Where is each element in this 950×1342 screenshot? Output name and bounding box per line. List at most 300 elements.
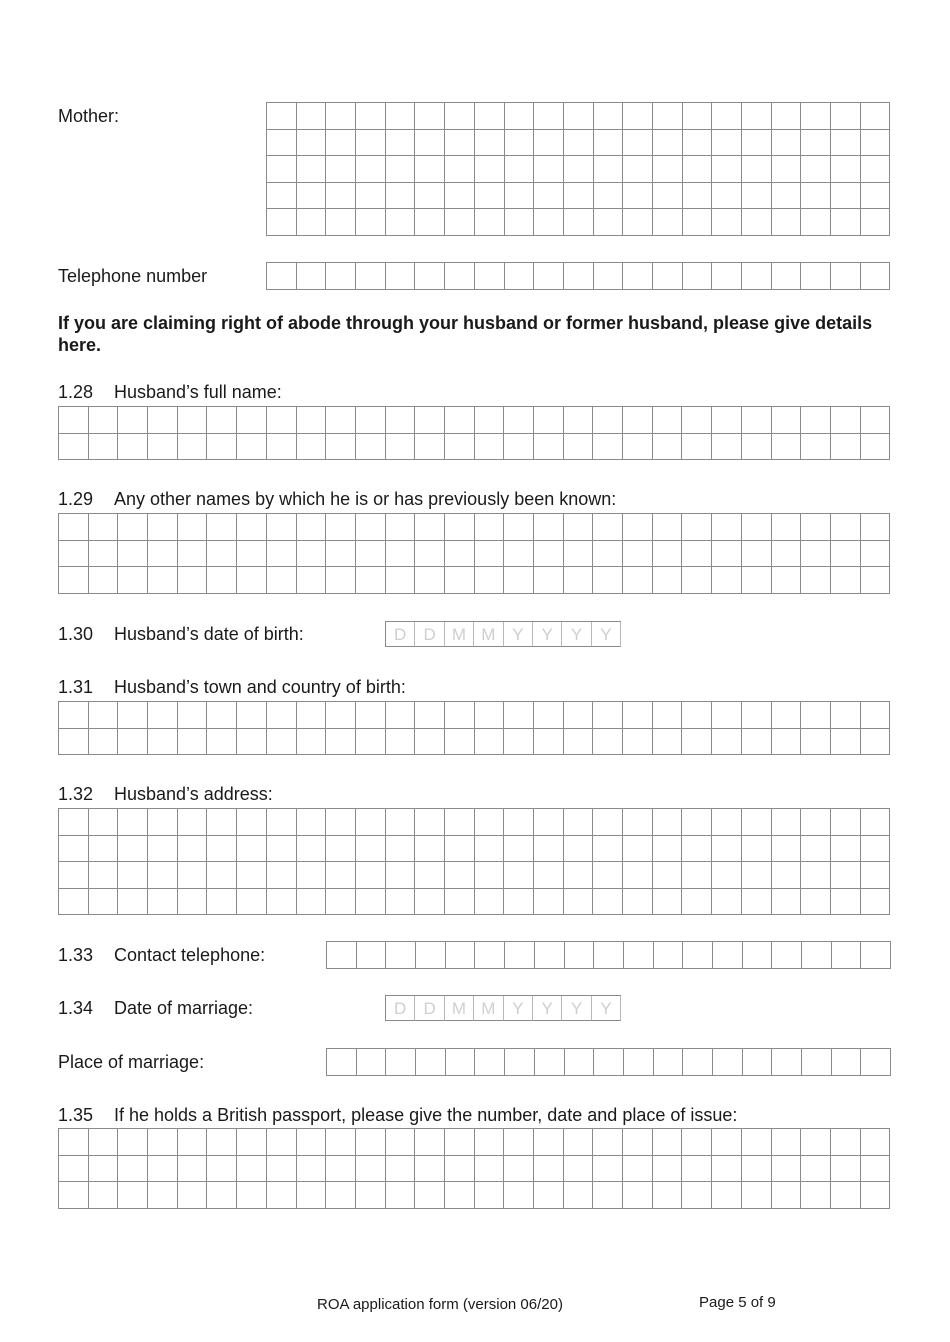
date-char-box[interactable]: M xyxy=(474,622,503,647)
char-box[interactable] xyxy=(564,567,594,594)
char-box[interactable] xyxy=(742,567,772,594)
char-box[interactable] xyxy=(445,156,475,183)
husband-address-boxes[interactable] xyxy=(58,808,890,915)
char-box[interactable] xyxy=(623,729,653,756)
char-box[interactable] xyxy=(297,567,327,594)
char-box[interactable] xyxy=(475,103,505,130)
char-box[interactable] xyxy=(831,889,861,916)
char-box[interactable] xyxy=(118,1156,148,1183)
char-box[interactable] xyxy=(682,514,712,541)
date-char-box[interactable]: M xyxy=(474,996,503,1021)
char-box[interactable] xyxy=(326,729,356,756)
char-box[interactable] xyxy=(742,809,772,836)
char-box[interactable] xyxy=(267,889,297,916)
char-box[interactable] xyxy=(475,263,505,290)
char-box[interactable] xyxy=(445,541,475,568)
char-box[interactable] xyxy=(831,103,861,130)
char-box[interactable] xyxy=(832,1049,862,1076)
char-box[interactable] xyxy=(623,209,653,236)
char-box[interactable] xyxy=(178,541,208,568)
date-char-box[interactable]: Y xyxy=(592,622,621,647)
char-box[interactable] xyxy=(712,130,742,157)
char-box[interactable] xyxy=(475,1182,505,1209)
char-box[interactable] xyxy=(356,407,386,434)
char-box[interactable] xyxy=(861,862,891,889)
char-box[interactable] xyxy=(357,1049,387,1076)
char-box[interactable] xyxy=(207,729,237,756)
char-box[interactable] xyxy=(683,156,713,183)
char-box[interactable] xyxy=(831,183,861,210)
char-box[interactable] xyxy=(683,209,713,236)
date-char-box[interactable]: M xyxy=(445,996,474,1021)
char-box[interactable] xyxy=(356,209,386,236)
char-box[interactable] xyxy=(505,263,535,290)
char-box[interactable] xyxy=(178,514,208,541)
char-box[interactable] xyxy=(861,103,891,130)
char-box[interactable] xyxy=(712,729,742,756)
char-box[interactable] xyxy=(445,729,475,756)
char-box[interactable] xyxy=(623,889,653,916)
char-box[interactable] xyxy=(742,862,772,889)
char-box[interactable] xyxy=(445,1156,475,1183)
char-box[interactable] xyxy=(207,407,237,434)
char-box[interactable] xyxy=(475,209,505,236)
char-box[interactable] xyxy=(712,1156,742,1183)
char-box[interactable] xyxy=(237,1129,267,1156)
char-box[interactable] xyxy=(653,103,683,130)
char-box[interactable] xyxy=(148,1182,178,1209)
char-box[interactable] xyxy=(565,1049,595,1076)
char-box[interactable] xyxy=(297,1129,327,1156)
char-box[interactable] xyxy=(831,434,861,461)
char-box[interactable] xyxy=(89,729,119,756)
char-box[interactable] xyxy=(416,1049,446,1076)
char-box[interactable] xyxy=(623,1182,653,1209)
char-box[interactable] xyxy=(831,836,861,863)
char-box[interactable] xyxy=(267,1156,297,1183)
char-box[interactable] xyxy=(415,514,445,541)
char-box[interactable] xyxy=(682,809,712,836)
char-box[interactable] xyxy=(861,809,891,836)
telephone-boxes[interactable] xyxy=(266,262,890,290)
char-box[interactable] xyxy=(564,809,594,836)
char-box[interactable] xyxy=(297,1156,327,1183)
char-box[interactable] xyxy=(742,103,772,130)
char-box[interactable] xyxy=(831,729,861,756)
char-box[interactable] xyxy=(772,209,802,236)
char-box[interactable] xyxy=(654,1049,684,1076)
char-box[interactable] xyxy=(742,1182,772,1209)
char-box[interactable] xyxy=(623,263,653,290)
char-box[interactable] xyxy=(742,183,772,210)
char-box[interactable] xyxy=(831,156,861,183)
char-box[interactable] xyxy=(118,567,148,594)
char-box[interactable] xyxy=(801,1156,831,1183)
char-box[interactable] xyxy=(682,567,712,594)
char-box[interactable] xyxy=(475,889,505,916)
char-box[interactable] xyxy=(801,889,831,916)
char-box[interactable] xyxy=(624,1049,654,1076)
char-box[interactable] xyxy=(772,1049,802,1076)
char-box[interactable] xyxy=(772,130,802,157)
char-box[interactable] xyxy=(386,942,416,969)
char-box[interactable] xyxy=(386,156,416,183)
char-box[interactable] xyxy=(446,942,476,969)
char-box[interactable] xyxy=(682,541,712,568)
char-box[interactable] xyxy=(356,862,386,889)
char-box[interactable] xyxy=(742,889,772,916)
passport-details-boxes[interactable] xyxy=(58,1128,890,1209)
char-box[interactable] xyxy=(386,836,416,863)
char-box[interactable] xyxy=(237,836,267,863)
char-box[interactable] xyxy=(445,183,475,210)
mother-details-boxes[interactable] xyxy=(266,102,890,236)
char-box[interactable] xyxy=(148,407,178,434)
char-box[interactable] xyxy=(445,407,475,434)
char-box[interactable] xyxy=(801,836,831,863)
char-box[interactable] xyxy=(207,567,237,594)
char-box[interactable] xyxy=(386,809,416,836)
char-box[interactable] xyxy=(445,889,475,916)
char-box[interactable] xyxy=(831,1182,861,1209)
char-box[interactable] xyxy=(326,514,356,541)
char-box[interactable] xyxy=(148,702,178,729)
char-box[interactable] xyxy=(59,702,89,729)
char-box[interactable] xyxy=(504,836,534,863)
char-box[interactable] xyxy=(118,514,148,541)
char-box[interactable] xyxy=(624,942,654,969)
char-box[interactable] xyxy=(207,1182,237,1209)
char-box[interactable] xyxy=(594,942,624,969)
char-box[interactable] xyxy=(564,1156,594,1183)
char-box[interactable] xyxy=(682,889,712,916)
char-box[interactable] xyxy=(801,862,831,889)
char-box[interactable] xyxy=(297,836,327,863)
char-box[interactable] xyxy=(178,407,208,434)
char-box[interactable] xyxy=(326,702,356,729)
char-box[interactable] xyxy=(564,702,594,729)
char-box[interactable] xyxy=(742,1129,772,1156)
char-box[interactable] xyxy=(297,209,327,236)
date-char-box[interactable]: M xyxy=(445,622,474,647)
char-box[interactable] xyxy=(534,889,564,916)
char-box[interactable] xyxy=(118,702,148,729)
char-box[interactable] xyxy=(297,407,327,434)
char-box[interactable] xyxy=(801,567,831,594)
char-box[interactable] xyxy=(712,156,742,183)
char-box[interactable] xyxy=(267,862,297,889)
char-box[interactable] xyxy=(118,862,148,889)
char-box[interactable] xyxy=(504,702,534,729)
char-box[interactable] xyxy=(653,1156,683,1183)
char-box[interactable] xyxy=(623,1129,653,1156)
char-box[interactable] xyxy=(593,1156,623,1183)
char-box[interactable] xyxy=(267,1182,297,1209)
char-box[interactable] xyxy=(801,130,831,157)
char-box[interactable] xyxy=(623,407,653,434)
char-box[interactable] xyxy=(356,1156,386,1183)
char-box[interactable] xyxy=(653,183,683,210)
contact-telephone-boxes[interactable] xyxy=(326,941,891,969)
char-box[interactable] xyxy=(564,434,594,461)
char-box[interactable] xyxy=(564,541,594,568)
char-box[interactable] xyxy=(505,130,535,157)
char-box[interactable] xyxy=(861,407,891,434)
char-box[interactable] xyxy=(237,809,267,836)
char-box[interactable] xyxy=(475,1049,505,1076)
char-box[interactable] xyxy=(267,407,297,434)
char-box[interactable] xyxy=(178,567,208,594)
char-box[interactable] xyxy=(89,434,119,461)
char-box[interactable] xyxy=(505,156,535,183)
char-box[interactable] xyxy=(59,1156,89,1183)
char-box[interactable] xyxy=(801,103,831,130)
char-box[interactable] xyxy=(772,1129,802,1156)
char-box[interactable] xyxy=(504,1182,534,1209)
char-box[interactable] xyxy=(623,156,653,183)
husband-dob-boxes[interactable] xyxy=(385,621,621,647)
char-box[interactable] xyxy=(89,836,119,863)
char-box[interactable] xyxy=(386,407,416,434)
char-box[interactable] xyxy=(326,862,356,889)
char-box[interactable] xyxy=(297,1182,327,1209)
char-box[interactable] xyxy=(801,1182,831,1209)
date-char-box[interactable]: D xyxy=(386,996,415,1021)
char-box[interactable] xyxy=(534,514,564,541)
char-box[interactable] xyxy=(89,1156,119,1183)
char-box[interactable] xyxy=(475,1129,505,1156)
char-box[interactable] xyxy=(356,541,386,568)
char-box[interactable] xyxy=(623,1156,653,1183)
char-box[interactable] xyxy=(801,183,831,210)
char-box[interactable] xyxy=(148,514,178,541)
char-box[interactable] xyxy=(326,209,356,236)
char-box[interactable] xyxy=(742,541,772,568)
char-box[interactable] xyxy=(712,1129,742,1156)
char-box[interactable] xyxy=(534,836,564,863)
char-box[interactable] xyxy=(475,836,505,863)
char-box[interactable] xyxy=(712,103,742,130)
char-box[interactable] xyxy=(564,156,594,183)
char-box[interactable] xyxy=(535,942,565,969)
char-box[interactable] xyxy=(89,809,119,836)
char-box[interactable] xyxy=(594,263,624,290)
char-box[interactable] xyxy=(207,889,237,916)
char-box[interactable] xyxy=(357,942,387,969)
char-box[interactable] xyxy=(712,514,742,541)
date-char-box[interactable]: Y xyxy=(504,996,533,1021)
char-box[interactable] xyxy=(861,156,891,183)
char-box[interactable] xyxy=(356,514,386,541)
char-box[interactable] xyxy=(564,836,594,863)
char-box[interactable] xyxy=(445,1129,475,1156)
char-box[interactable] xyxy=(772,889,802,916)
char-box[interactable] xyxy=(861,541,891,568)
char-box[interactable] xyxy=(772,263,802,290)
char-box[interactable] xyxy=(415,567,445,594)
char-box[interactable] xyxy=(326,407,356,434)
char-box[interactable] xyxy=(415,407,445,434)
char-box[interactable] xyxy=(772,1182,802,1209)
char-box[interactable] xyxy=(445,209,475,236)
char-box[interactable] xyxy=(297,156,327,183)
husband-birthplace-boxes[interactable] xyxy=(58,701,890,755)
char-box[interactable] xyxy=(623,567,653,594)
char-box[interactable] xyxy=(297,729,327,756)
char-box[interactable] xyxy=(801,514,831,541)
char-box[interactable] xyxy=(594,183,624,210)
char-box[interactable] xyxy=(772,836,802,863)
char-box[interactable] xyxy=(504,889,534,916)
date-char-box[interactable]: Y xyxy=(562,622,591,647)
char-box[interactable] xyxy=(653,1182,683,1209)
char-box[interactable] xyxy=(742,702,772,729)
char-box[interactable] xyxy=(386,263,416,290)
char-box[interactable] xyxy=(326,130,356,157)
char-box[interactable] xyxy=(297,434,327,461)
char-box[interactable] xyxy=(832,942,862,969)
date-char-box[interactable]: Y xyxy=(533,996,562,1021)
char-box[interactable] xyxy=(653,541,683,568)
char-box[interactable] xyxy=(59,541,89,568)
char-box[interactable] xyxy=(89,514,119,541)
char-box[interactable] xyxy=(742,729,772,756)
char-box[interactable] xyxy=(861,183,891,210)
char-box[interactable] xyxy=(653,263,683,290)
char-box[interactable] xyxy=(386,434,416,461)
char-box[interactable] xyxy=(326,567,356,594)
char-box[interactable] xyxy=(682,407,712,434)
char-box[interactable] xyxy=(653,156,683,183)
char-box[interactable] xyxy=(772,541,802,568)
char-box[interactable] xyxy=(712,407,742,434)
char-box[interactable] xyxy=(772,809,802,836)
char-box[interactable] xyxy=(415,434,445,461)
char-box[interactable] xyxy=(801,729,831,756)
char-box[interactable] xyxy=(59,1129,89,1156)
char-box[interactable] xyxy=(742,1156,772,1183)
char-box[interactable] xyxy=(118,729,148,756)
char-box[interactable] xyxy=(237,514,267,541)
char-box[interactable] xyxy=(593,1182,623,1209)
char-box[interactable] xyxy=(267,103,297,130)
char-box[interactable] xyxy=(534,1156,564,1183)
char-box[interactable] xyxy=(623,702,653,729)
char-box[interactable] xyxy=(59,729,89,756)
char-box[interactable] xyxy=(534,729,564,756)
char-box[interactable] xyxy=(326,434,356,461)
char-box[interactable] xyxy=(682,1129,712,1156)
char-box[interactable] xyxy=(593,889,623,916)
char-box[interactable] xyxy=(861,942,891,969)
char-box[interactable] xyxy=(356,1182,386,1209)
char-box[interactable] xyxy=(742,130,772,157)
char-box[interactable] xyxy=(89,1182,119,1209)
char-box[interactable] xyxy=(772,1156,802,1183)
char-box[interactable] xyxy=(475,1156,505,1183)
char-box[interactable] xyxy=(712,809,742,836)
place-of-marriage-boxes[interactable] xyxy=(326,1048,891,1076)
char-box[interactable] xyxy=(326,1156,356,1183)
char-box[interactable] xyxy=(712,862,742,889)
char-box[interactable] xyxy=(534,541,564,568)
char-box[interactable] xyxy=(475,942,505,969)
date-char-box[interactable]: Y xyxy=(504,622,533,647)
char-box[interactable] xyxy=(445,130,475,157)
char-box[interactable] xyxy=(594,209,624,236)
char-box[interactable] xyxy=(713,942,743,969)
char-box[interactable] xyxy=(386,889,416,916)
char-box[interactable] xyxy=(861,1182,891,1209)
char-box[interactable] xyxy=(415,156,445,183)
char-box[interactable] xyxy=(564,209,594,236)
char-box[interactable] xyxy=(682,836,712,863)
char-box[interactable] xyxy=(237,729,267,756)
char-box[interactable] xyxy=(386,541,416,568)
char-box[interactable] xyxy=(237,407,267,434)
char-box[interactable] xyxy=(653,407,683,434)
char-box[interactable] xyxy=(772,103,802,130)
char-box[interactable] xyxy=(801,809,831,836)
char-box[interactable] xyxy=(356,434,386,461)
char-box[interactable] xyxy=(801,209,831,236)
char-box[interactable] xyxy=(712,434,742,461)
char-box[interactable] xyxy=(89,407,119,434)
char-box[interactable] xyxy=(564,103,594,130)
char-box[interactable] xyxy=(504,514,534,541)
char-box[interactable] xyxy=(653,702,683,729)
char-box[interactable] xyxy=(207,702,237,729)
char-box[interactable] xyxy=(356,836,386,863)
char-box[interactable] xyxy=(801,434,831,461)
char-box[interactable] xyxy=(415,263,445,290)
char-box[interactable] xyxy=(861,567,891,594)
date-char-box[interactable]: D xyxy=(415,622,444,647)
char-box[interactable] xyxy=(623,514,653,541)
char-box[interactable] xyxy=(682,862,712,889)
char-box[interactable] xyxy=(267,702,297,729)
char-box[interactable] xyxy=(683,130,713,157)
char-box[interactable] xyxy=(237,702,267,729)
char-box[interactable] xyxy=(504,1156,534,1183)
char-box[interactable] xyxy=(861,434,891,461)
char-box[interactable] xyxy=(623,836,653,863)
char-box[interactable] xyxy=(386,103,416,130)
char-box[interactable] xyxy=(386,1156,416,1183)
char-box[interactable] xyxy=(623,183,653,210)
char-box[interactable] xyxy=(504,809,534,836)
char-box[interactable] xyxy=(297,809,327,836)
char-box[interactable] xyxy=(505,1049,535,1076)
char-box[interactable] xyxy=(831,702,861,729)
char-box[interactable] xyxy=(386,1182,416,1209)
char-box[interactable] xyxy=(118,407,148,434)
char-box[interactable] xyxy=(415,103,445,130)
char-box[interactable] xyxy=(118,809,148,836)
char-box[interactable] xyxy=(415,836,445,863)
char-box[interactable] xyxy=(356,103,386,130)
char-box[interactable] xyxy=(861,263,891,290)
char-box[interactable] xyxy=(267,156,297,183)
char-box[interactable] xyxy=(475,514,505,541)
char-box[interactable] xyxy=(415,183,445,210)
char-box[interactable] xyxy=(356,889,386,916)
char-box[interactable] xyxy=(178,434,208,461)
char-box[interactable] xyxy=(534,183,564,210)
char-box[interactable] xyxy=(712,263,742,290)
char-box[interactable] xyxy=(682,1182,712,1209)
char-box[interactable] xyxy=(297,130,327,157)
